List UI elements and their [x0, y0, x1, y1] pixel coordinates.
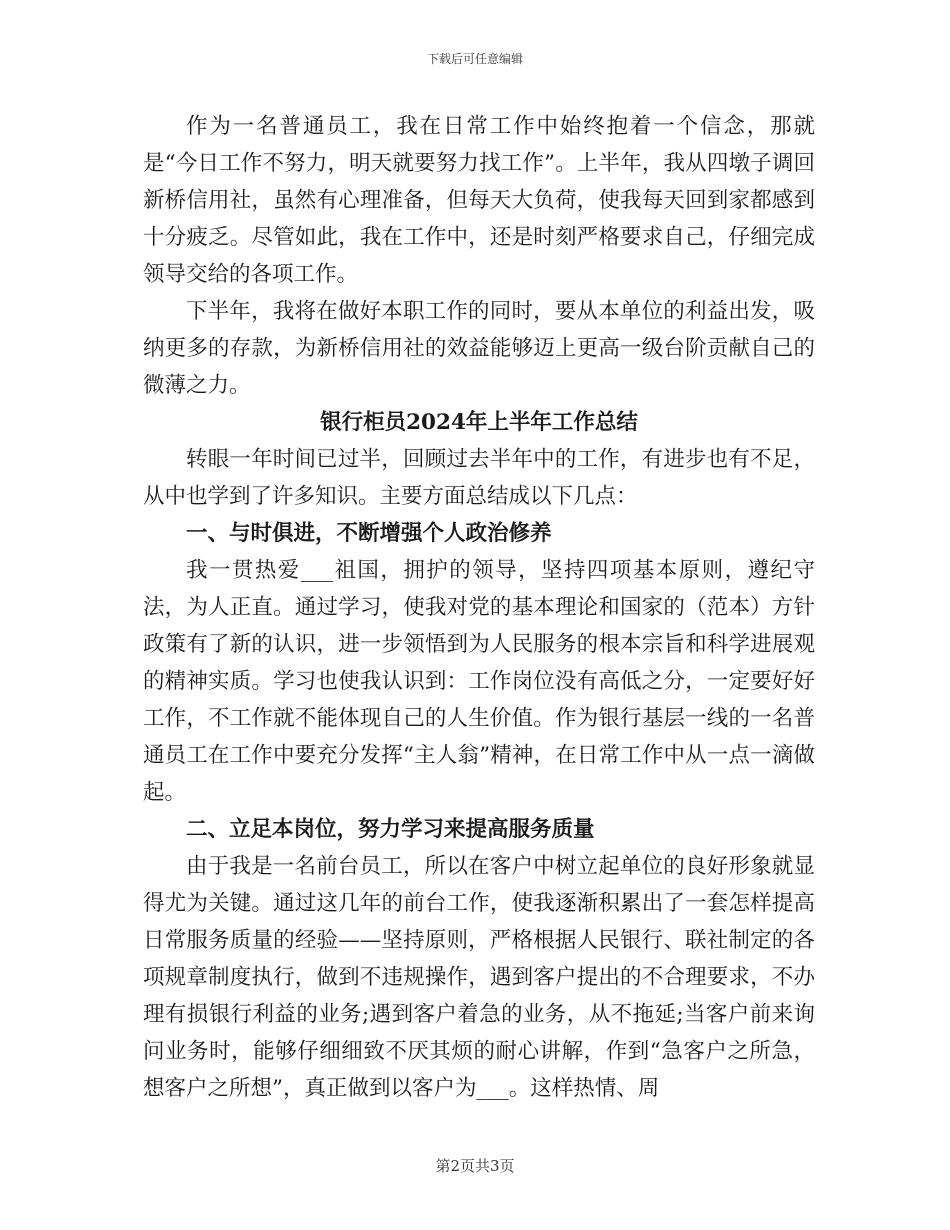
page-footer: 第2页共3页: [435, 1157, 515, 1175]
section-heading-1: 一、与时俱进，不断增强个人政治修养: [186, 521, 552, 546]
page-header: 下载后可任意编辑: [426, 52, 523, 66]
paragraph-4: 我一贯热爱___祖国，拥护的领导，坚持四项基本原则，遵纪守法，为人正直。通过学习，使我对党的基本理论和国家的（范本）方针政策有了新的认识，进一步领悟到为人民服务的根本宗旨和科学进展观的精神实质。学习也使我认识到：工作岗位没有高低之分，一定要好好工作，不工作就不能体现自己的人生价值。作为银行基层一线的一名普通员工在工作中要充分发挥“主人翁”精神，在日常工作中从一点一滴做起。: [143, 558, 815, 805]
paragraph-1: 作为一名普通员工，我在日常工作中始终抱着一个信念，那就是“今日工作不努力，明天就要努力找工作”。上半年，我从四墩子调回新桥信用社，虽然有心理准备，但每天大负荷，使我每天回到家都感到十分疲乏。尽管如此，我在工作中，还是时刻严格要求自己，仔细完成领导交给的各项工作。: [143, 114, 815, 287]
section-heading-2: 二、立足本岗位，努力学习来提高服务质量: [186, 817, 595, 842]
paragraph-5: 由于我是一名前台员工，所以在客户中树立起单位的良好形象就显得尤为关键。通过这几年的前台工作，使我逐渐积累出了一套怎样提高日常服务质量的经验——坚持原则，严格根据人民银行、联社制定的各项规章制度执行，做到不违规操作，遇到客户提出的不合理要求，不办理有损银行利益的业务;遇到客户着急的业务，从不拖延;当客户前来询问业务时，能够仔细细致不厌其烦的耐心讲解，作到“急客户之所急，想客户之所想”，真正做到以客户为___。这样热情、周: [143, 854, 815, 1101]
document-title: 银行柜员2024年上半年工作总结: [320, 410, 638, 435]
paragraph-2: 下半年，我将在做好本职工作的同时，要从本单位的利益出发，吸纳更多的存款，为新桥信用社的效益能够迈上更高一级台阶贡献自己的微薄之力。: [143, 299, 815, 398]
document-body: [143, 108, 815, 1107]
paragraph-3: 转眼一年时间已过半，回顾过去半年中的工作，有进步也有不足，从中也学到了许多知识。主要方面总结成以下几点：: [143, 447, 815, 509]
